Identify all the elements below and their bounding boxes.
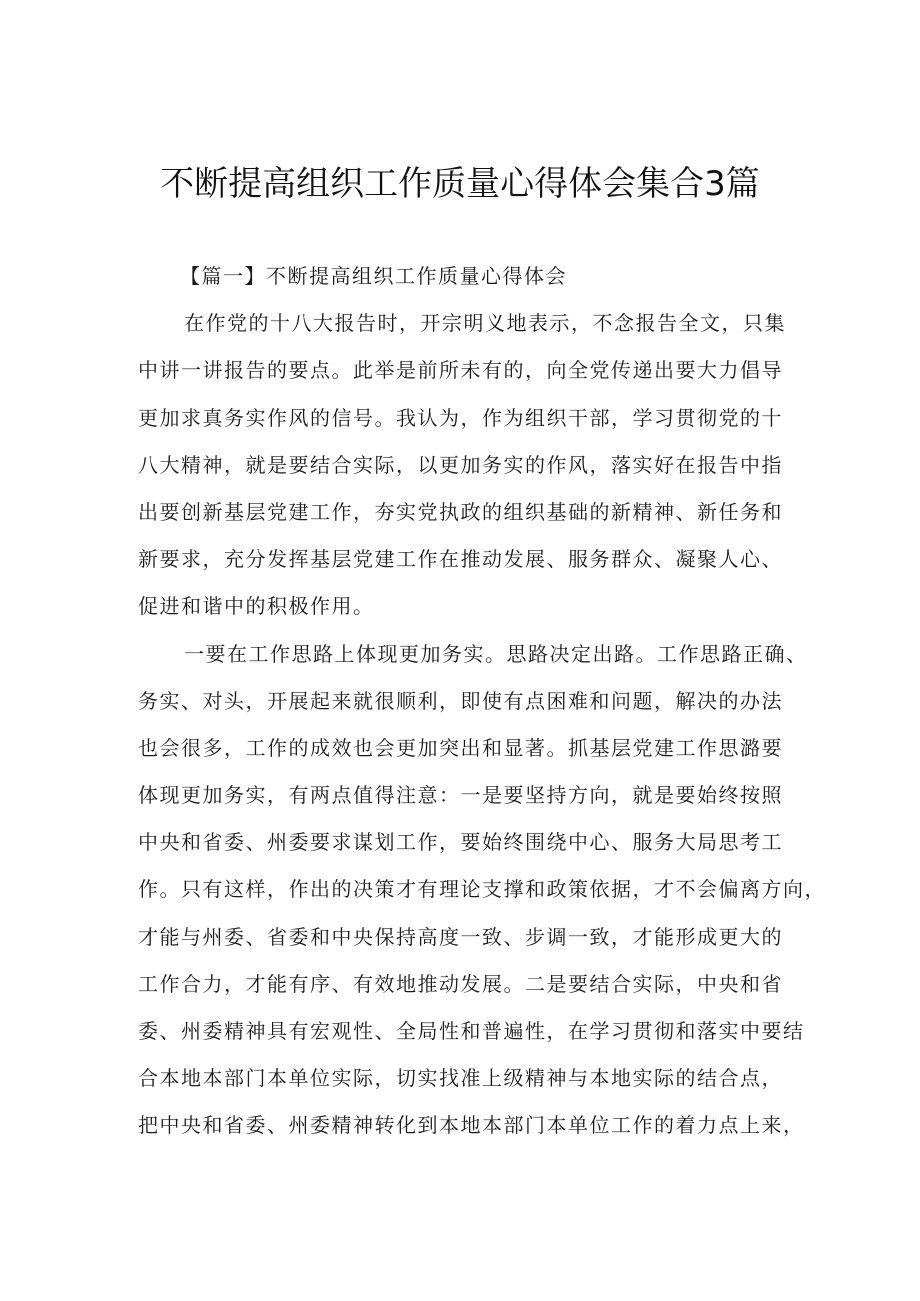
paragraph-line: 才能与州委、省委和中央保持高度一致、步调一致，才能形成更大的 [138,924,783,949]
paragraph-1 [138,300,794,630]
paragraph-line: 新要求，充分发挥基层党建工作在推动发展、服务群众、凝聚人心、 [138,547,783,572]
section-heading: 【篇一】不断提高组织工作质量心得体会 [180,264,567,288]
paragraph-line: 作。只有这样，作出的决策才有理论支撑和政策依据，才不会偏离方向， [138,877,826,902]
paragraph-line: 把中央和省委、州委精神转化到本地本部门本单位工作的着力点上来， [138,1113,805,1138]
paragraph-line: 体现更加务实，有两点值得注意：一是要坚持方向，就是要始终按照 [138,783,783,808]
paragraph-line: 也会很多，工作的成效也会更加突出和显著。抓基层党建工作思潞要 [138,735,783,760]
paragraph-line: 合本地本部门本单位实际，切实找准上级精神与本地实际的结合点， [138,1066,783,1091]
paragraph-line: 八大精神，就是要结合实际，以更加务实的作风，落实好在报告中指 [138,452,783,477]
paragraph-line: 委、州委精神具有宏观性、全局性和普遍性，在学习贯彻和落实中要结 [138,1019,805,1043]
paragraph-line: 出要创新基层党建工作，夯实党执政的组织基础的新精神、新任务和 [138,499,783,524]
paragraph-line: 中央和省委、州委要求谋划工作，要始终围绕中心、服务大局思考工 [138,830,783,855]
paragraph-line: 在作党的十八大报告时，开宗明义地表示，不念报告全文，只集 [184,311,786,336]
paragraph-line: 工作合力，才能有序、有效地推动发展。二是要结合实际，中央和省 [138,971,783,996]
document-title: 不断提高组织工作质量心得体会集合3篇 [160,164,760,204]
document-body [138,253,826,1150]
paragraph-line: 中讲一讲报告的要点。此举是前所未有的，向全党传递出要大力倡导 [138,358,783,383]
paragraph-line: 务实、对头，开展起来就很顺利，即使有点困难和问题，解决的办法 [138,688,783,713]
paragraph-line: 更加求真务实作风的信号。我认为，作为组织干部，学习贯彻党的十 [138,405,783,430]
paragraph-2 [138,631,826,1150]
paragraph-line: 一要在工作思路上体现更加务实。思路决定出路。工作思路正确、 [184,641,808,666]
paragraph-line: 促进和谐中的积极作用。 [138,594,375,619]
